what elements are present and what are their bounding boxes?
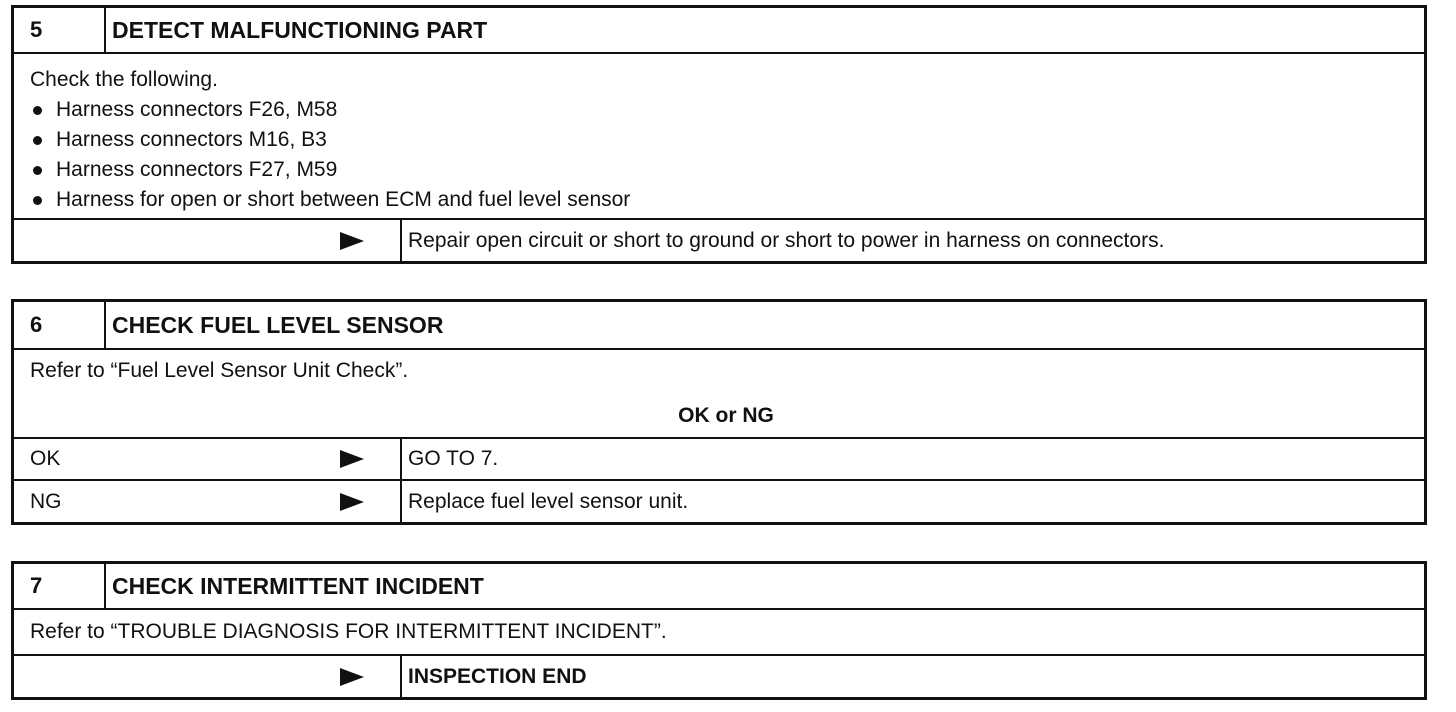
arrow-right-icon [340,450,364,468]
step-title: CHECK FUEL LEVEL SENSOR [112,311,444,338]
result-action: Repair open circuit or short to ground or short to power in harness on connectors. [408,229,1165,252]
result-action: INSPECTION END [408,664,587,688]
instruction-text: Refer to “Fuel Level Sensor Unit Check”. [30,359,409,382]
arrow-right-icon [340,493,364,511]
step-6-box [11,299,1427,525]
checklist-item: Harness connectors F27, M59 [30,155,1424,185]
checklist-item: Harness for open or short between ECM and fuel level sensor [30,185,1424,215]
instruction-text: Refer to “TROUBLE DIAGNOSIS FOR INTERMITTENT INCIDENT”. [14,610,1424,656]
step-5-box [11,5,1427,264]
checklist-item: Harness connectors F26, M58 [30,95,1424,125]
step-number: 6 [14,302,106,348]
step-6-header [14,302,1424,350]
step-6-result-ok [14,439,1424,481]
result-condition [14,220,402,262]
arrow-right-icon [340,232,364,250]
step-7-box [11,561,1427,700]
step-number: 7 [14,564,106,608]
step-7-result-row [14,656,1424,697]
step-6-instruction-block [14,350,1424,439]
result-action: Replace fuel level sensor unit. [408,489,689,513]
result-condition: OK [14,439,402,479]
decision-label: OK or NG [678,404,774,427]
result-action: GO TO 7. [408,447,499,470]
step-title: CHECK INTERMITTENT INCIDENT [112,572,484,599]
step-5-result-row [14,220,1424,262]
checklist [30,95,1424,215]
step-6-result-ng [14,481,1424,522]
step-5-checklist [14,54,1424,220]
result-condition: NG [14,481,402,522]
checklist-item: Harness connectors M16, B3 [30,125,1424,155]
checklist-intro: Check the following. [30,68,218,91]
step-number: 5 [14,8,106,52]
result-condition [14,656,402,697]
step-title: DETECT MALFUNCTIONING PART [112,16,488,43]
step-5-header [14,8,1424,54]
arrow-right-icon [340,668,364,686]
step-7-header [14,564,1424,610]
